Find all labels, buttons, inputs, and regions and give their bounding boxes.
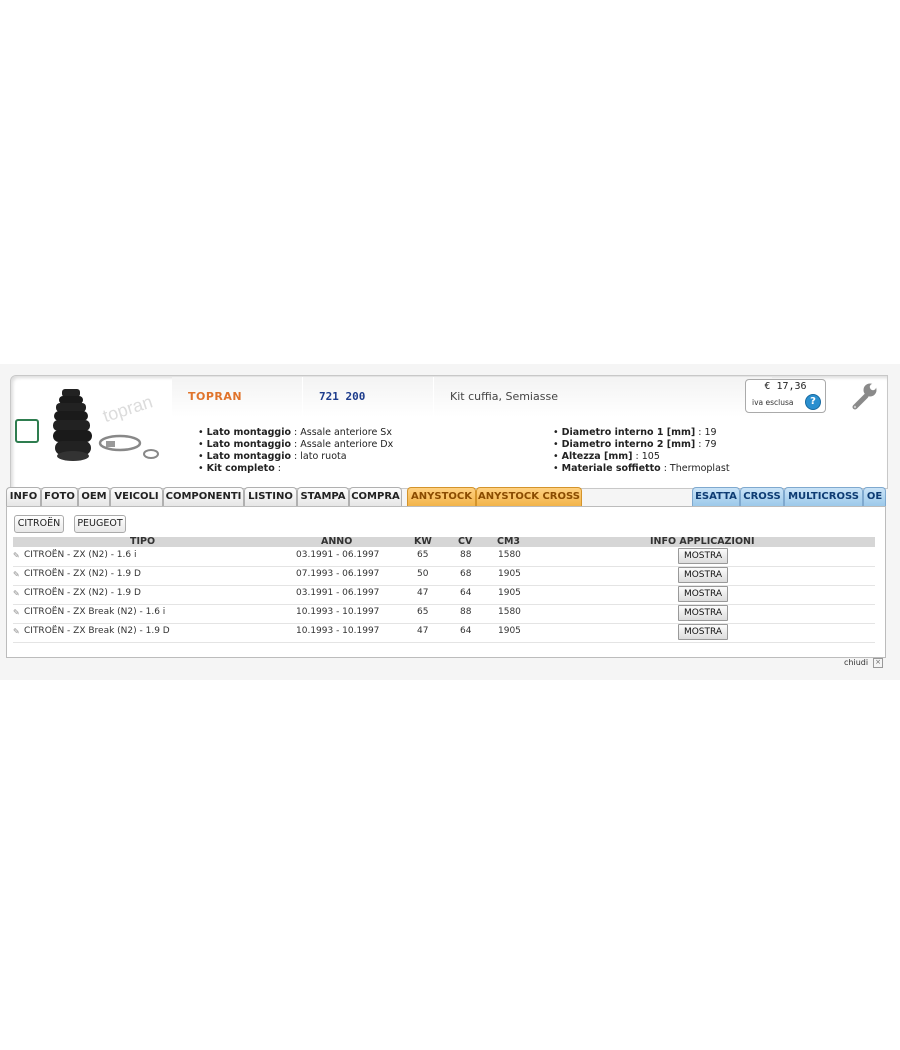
product-image xyxy=(48,383,166,467)
edit-icon[interactable]: ✎ xyxy=(13,551,20,560)
cell-cv: 88 xyxy=(460,607,472,617)
price-note: iva esclusa xyxy=(752,398,794,407)
col-tipo: TIPO xyxy=(130,536,156,547)
cell-cm3: 1905 xyxy=(498,569,521,579)
divider xyxy=(302,377,303,417)
tab-compra[interactable]: COMPRA xyxy=(349,487,402,506)
close-link[interactable]: chiudi xyxy=(844,658,869,667)
spec-row: • Lato montaggio : lato ruota xyxy=(198,451,347,462)
spec-row: • Altezza [mm] : 105 xyxy=(553,451,660,462)
tab-oe[interactable]: OE xyxy=(863,487,886,506)
mostra-button[interactable]: MOSTRA xyxy=(678,624,728,640)
cell-kw: 65 xyxy=(417,550,429,560)
edit-icon[interactable]: ✎ xyxy=(13,589,20,598)
cell-cm3: 1905 xyxy=(498,626,521,636)
table-row xyxy=(13,566,875,586)
tab-listino[interactable]: LISTINO xyxy=(244,487,297,506)
mostra-button[interactable]: MOSTRA xyxy=(678,548,728,564)
tab-foto[interactable]: FOTO xyxy=(41,487,78,506)
specs-left xyxy=(198,427,393,475)
tab-esatta[interactable]: ESATTA xyxy=(692,487,740,506)
mostra-button[interactable]: MOSTRA xyxy=(678,567,728,583)
edit-icon[interactable]: ✎ xyxy=(13,608,20,617)
tab-multicross[interactable]: MULTICROSS xyxy=(784,487,863,506)
cell-tipo: CITROËN - ZX (N2) - 1.9 D xyxy=(24,569,141,579)
cell-anno: 10.1993 - 10.1997 xyxy=(296,607,380,617)
spec-row: • Lato montaggio : Assale anteriore Sx xyxy=(198,427,392,438)
product-code[interactable]: 721 200 xyxy=(319,390,366,403)
svg-text:topran: topran xyxy=(100,391,156,427)
cell-tipo: CITROËN - ZX Break (N2) - 1.6 i xyxy=(24,607,166,617)
tab-anystock[interactable]: ANYSTOCK xyxy=(407,487,476,506)
divider xyxy=(433,377,434,417)
table-row xyxy=(13,547,875,567)
tab-anystock-cross[interactable]: ANYSTOCK CROSS xyxy=(476,487,582,506)
spec-row: • Diametro interno 1 [mm] : 19 xyxy=(553,427,717,438)
cell-cv: 68 xyxy=(460,569,472,579)
col-kw: KW xyxy=(414,536,432,547)
cell-anno: 07.1993 - 06.1997 xyxy=(296,569,380,579)
cell-cm3: 1905 xyxy=(498,588,521,598)
help-icon[interactable]: ? xyxy=(805,394,821,410)
spec-row: • Kit completo : xyxy=(198,463,281,474)
col-anno: ANNO xyxy=(321,536,353,547)
col-cm3: CM3 xyxy=(497,536,521,547)
price-box xyxy=(745,379,826,413)
table-row xyxy=(13,585,875,605)
make-filter-peugeot[interactable]: PEUGEOT xyxy=(74,515,126,533)
select-checkbox[interactable] xyxy=(15,419,39,443)
spec-row: • Diametro interno 2 [mm] : 79 xyxy=(553,439,717,450)
make-filter-citroen[interactable]: CITROËN xyxy=(14,515,64,533)
price-value: € 17,36 xyxy=(764,381,807,392)
col-info: INFO APPLICAZIONI xyxy=(650,536,755,547)
edit-icon[interactable]: ✎ xyxy=(13,627,20,636)
cell-kw: 47 xyxy=(417,626,429,636)
col-cv: CV xyxy=(458,536,473,547)
spec-row: • Lato montaggio : Assale anteriore Dx xyxy=(198,439,394,450)
edit-icon[interactable]: ✎ xyxy=(13,570,20,579)
cell-cm3: 1580 xyxy=(498,550,521,560)
cell-kw: 50 xyxy=(417,569,429,579)
tab-veicoli[interactable]: VEICOLI xyxy=(110,487,163,506)
mostra-button[interactable]: MOSTRA xyxy=(678,605,728,621)
specs-right xyxy=(553,427,730,475)
cell-kw: 47 xyxy=(417,588,429,598)
cell-anno: 10.1993 - 10.1997 xyxy=(296,626,380,636)
boot-icon xyxy=(53,389,92,461)
cell-cm3: 1580 xyxy=(498,607,521,617)
spec-row: • Materiale soffietto : Thermoplast xyxy=(553,463,730,474)
cell-anno: 03.1991 - 06.1997 xyxy=(296,588,380,598)
tab-oem[interactable]: OEM xyxy=(78,487,110,506)
wrench-icon[interactable] xyxy=(849,381,879,411)
cell-cv: 64 xyxy=(460,588,472,598)
cell-cv: 64 xyxy=(460,626,472,636)
cell-tipo: CITROËN - ZX (N2) - 1.6 i xyxy=(24,550,137,560)
tab-info[interactable]: INFO xyxy=(6,487,41,506)
brand-name[interactable]: TOPRAN xyxy=(188,390,243,403)
mostra-button[interactable]: MOSTRA xyxy=(678,586,728,602)
cell-cv: 88 xyxy=(460,550,472,560)
cell-tipo: CITROËN - ZX Break (N2) - 1.9 D xyxy=(24,626,170,636)
cell-kw: 65 xyxy=(417,607,429,617)
cell-tipo: CITROËN - ZX (N2) - 1.9 D xyxy=(24,588,141,598)
tab-componenti[interactable]: COMPONENTI xyxy=(163,487,244,506)
close-icon[interactable]: × xyxy=(873,658,883,668)
cell-anno: 03.1991 - 06.1997 xyxy=(296,550,380,560)
tab-stampa[interactable]: STAMPA xyxy=(297,487,349,506)
tab-cross[interactable]: CROSS xyxy=(740,487,784,506)
product-description: Kit cuffia, Semiasse xyxy=(450,390,558,403)
